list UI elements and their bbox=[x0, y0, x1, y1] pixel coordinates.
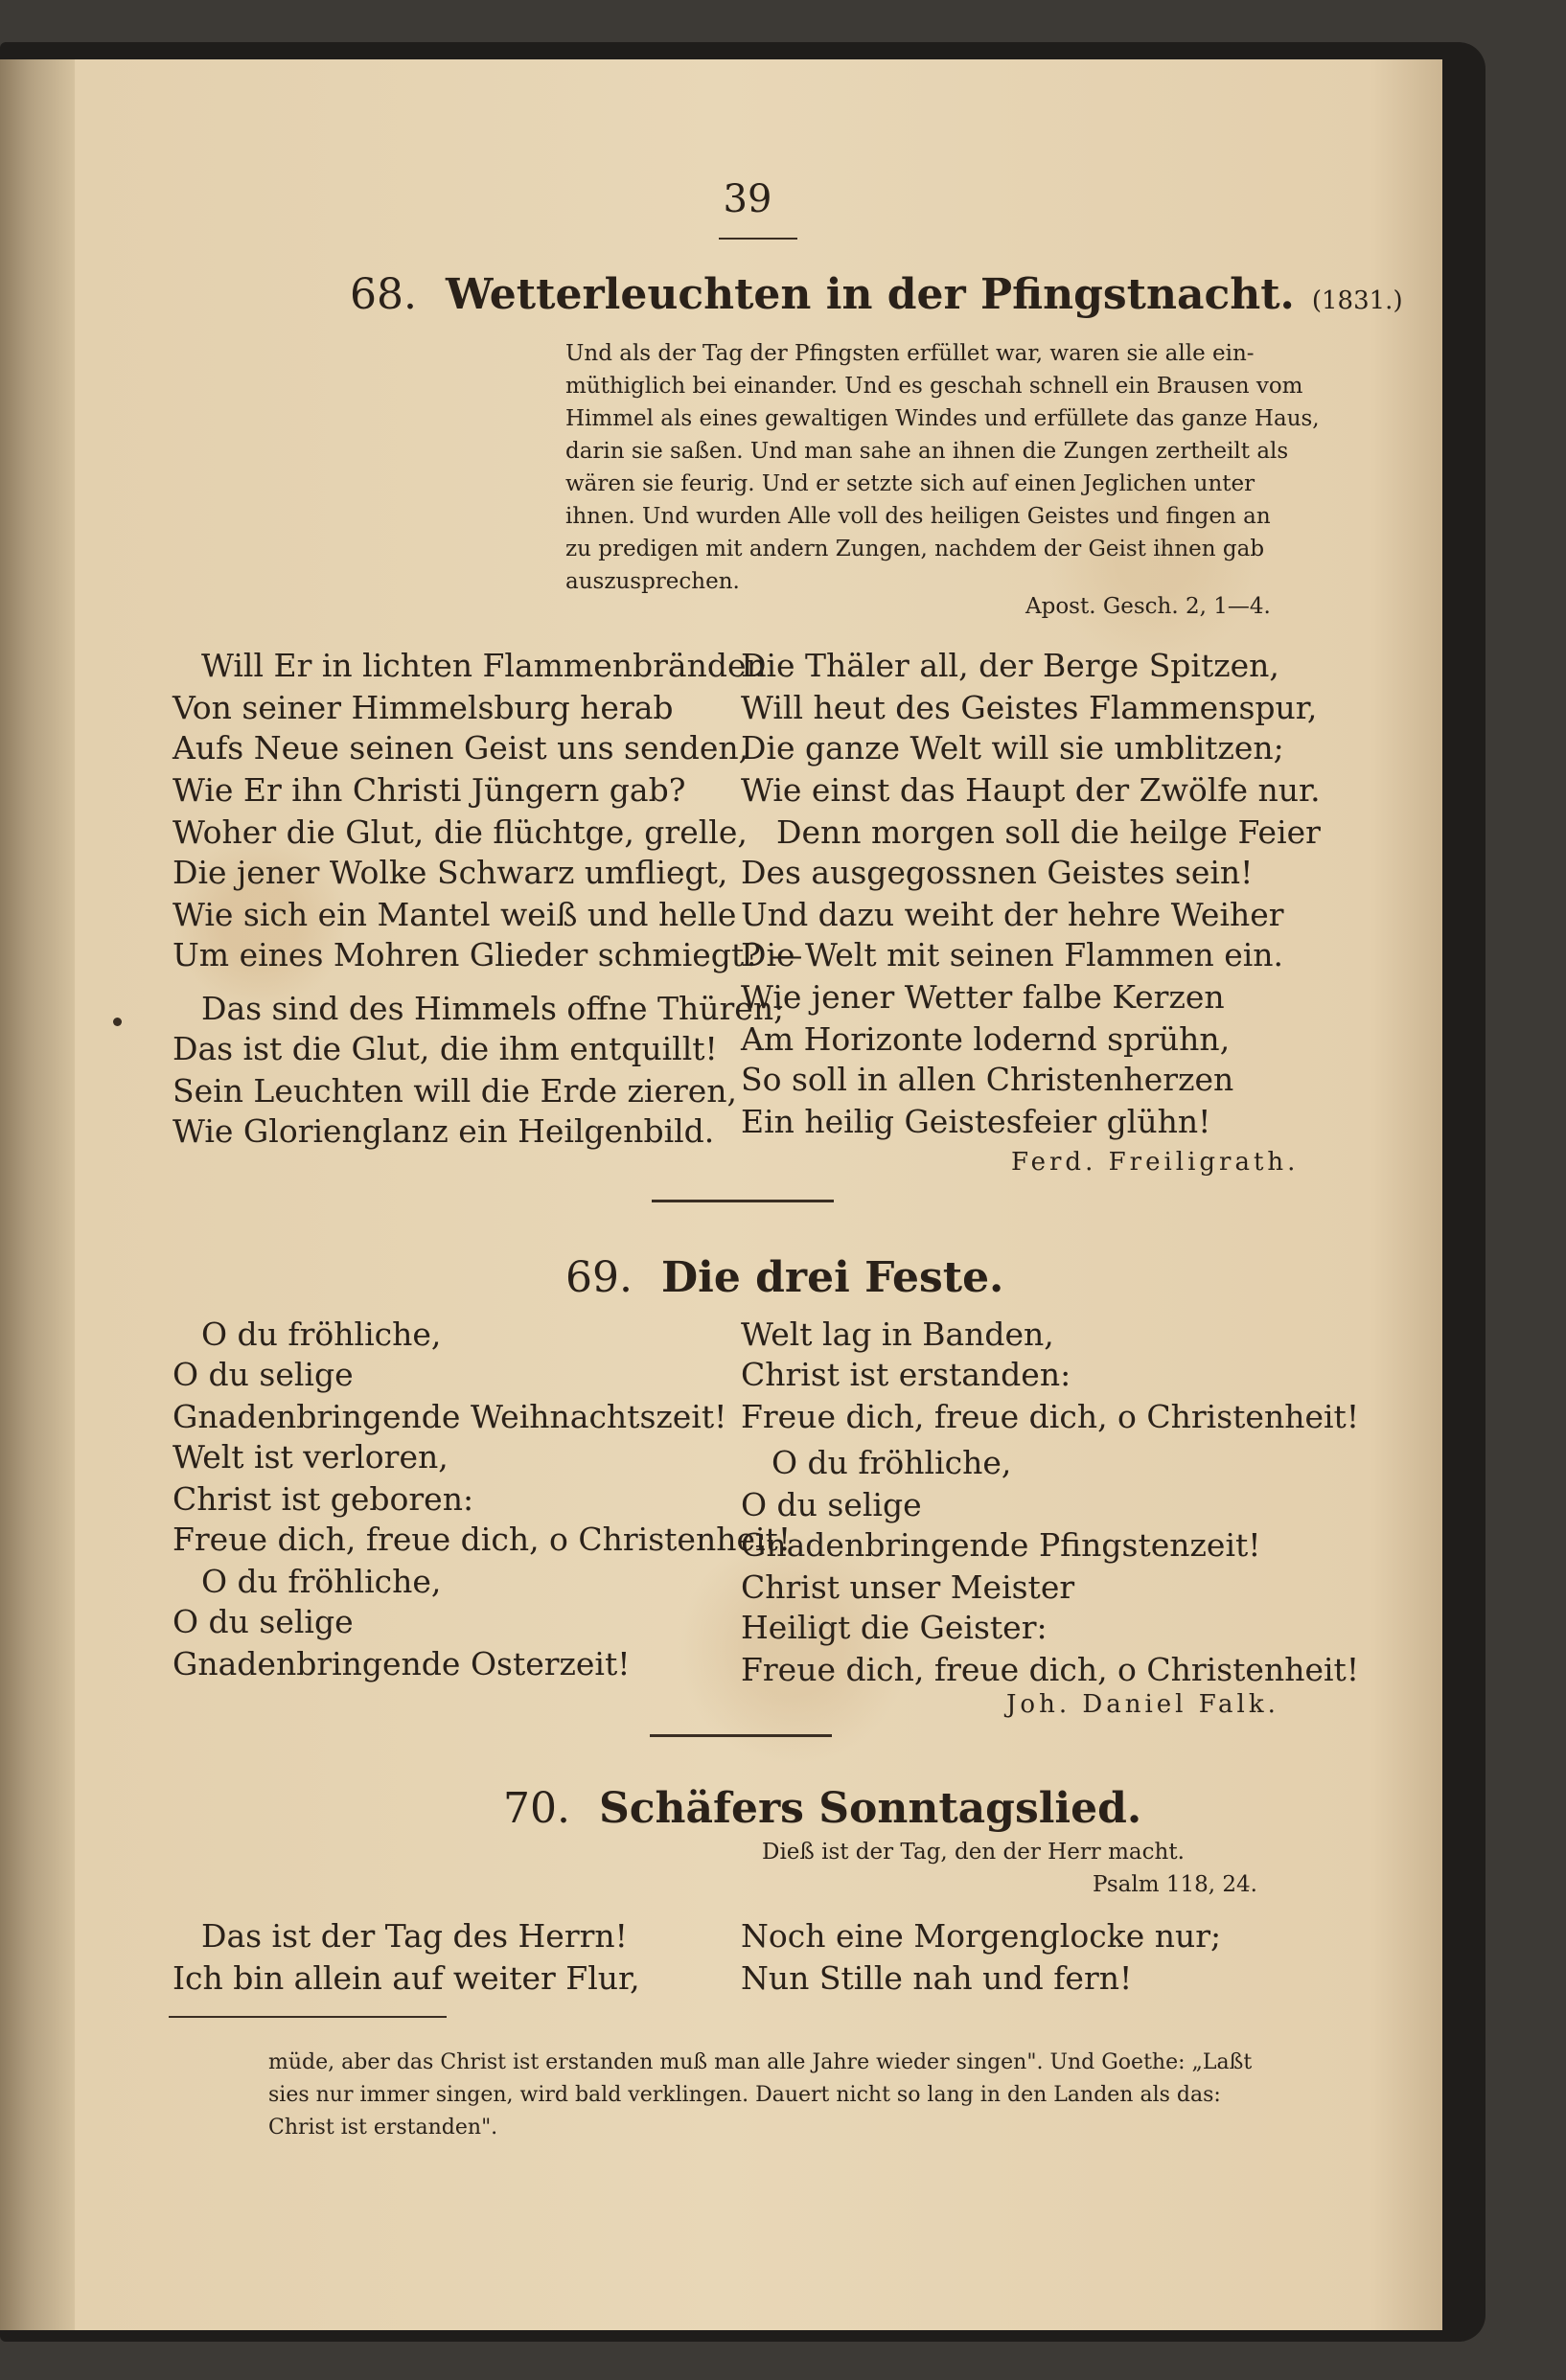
poem-69-title: Die drei Feste. bbox=[660, 1253, 1004, 1302]
verse-line: Die Welt mit seinen Flammen ein. bbox=[741, 936, 1284, 973]
verse-line: Freue dich, freue dich, o Christenheit! bbox=[741, 1398, 1360, 1435]
poem-69-author: Joh. Daniel Falk. bbox=[1006, 1690, 1279, 1719]
poem-69-heading bbox=[565, 1253, 1004, 1302]
verse-line: Die jener Wolke Schwarz umfliegt, bbox=[173, 854, 728, 891]
section-rule bbox=[650, 1734, 832, 1737]
motto-line: darin sie saßen. Und man sahe an ihnen die Zungen zertheilt als bbox=[565, 439, 1289, 464]
poem-69-number: 69. bbox=[565, 1253, 633, 1302]
verse-line: Noch eine Morgenglocke nur; bbox=[741, 1917, 1222, 1955]
verse-line: Ich bin allein auf weiter Flur, bbox=[173, 1959, 640, 1997]
verse-line: Von seiner Himmelsburg herab bbox=[173, 689, 674, 726]
verse-line: Des ausgegossnen Geistes sein! bbox=[741, 854, 1254, 891]
verse-line: Wie Glorienglanz ein Heilgenbild. bbox=[173, 1112, 715, 1150]
verse-line: Gnadenbringende Weihnachtszeit! bbox=[173, 1398, 727, 1435]
verse-line: Welt ist verloren, bbox=[173, 1438, 449, 1476]
verse-line: Welt lag in Banden, bbox=[741, 1316, 1054, 1353]
verse-line: Das sind des Himmels offne Thüren; bbox=[201, 990, 785, 1027]
poem-68-title: Wetterleuchten in der Pfingstnacht. bbox=[445, 270, 1295, 319]
verse-line: Freue dich, freue dich, o Christenheit! bbox=[741, 1651, 1360, 1688]
poem-68-year: (1831.) bbox=[1311, 286, 1403, 315]
verse-line: Die Thäler all, der Berge Spitzen, bbox=[741, 647, 1279, 684]
footnote-rule bbox=[169, 2016, 447, 2018]
footnote-line: sies nur immer singen, wird bald verklingen. Dauert nicht so lang in den Landen als das: bbox=[268, 2083, 1221, 2107]
page-number-rule bbox=[719, 238, 797, 240]
verse-line: Wie jener Wetter falbe Kerzen bbox=[741, 978, 1225, 1016]
page-number: 39 bbox=[723, 177, 772, 221]
verse-line: Gnadenbringende Pfingstenzeit! bbox=[741, 1526, 1261, 1564]
verse-line: Ein heilig Geistesfeier glühn! bbox=[741, 1103, 1211, 1140]
verse-line: Will heut des Geistes Flammenspur, bbox=[741, 689, 1318, 726]
verse-line: Wie sich ein Mantel weiß und helle bbox=[173, 896, 737, 933]
margin-mark bbox=[113, 1018, 122, 1026]
verse-line: Sein Leuchten will die Erde zieren, bbox=[173, 1072, 738, 1110]
motto-line: zu predigen mit andern Zungen, nachdem der Geist ihnen gab bbox=[565, 537, 1265, 561]
poem-70-title: Schäfers Sonntagslied. bbox=[598, 1784, 1142, 1833]
motto-line: Und als der Tag der Pfingsten erfüllet war, waren sie alle ein- bbox=[565, 341, 1255, 366]
page-gutter bbox=[0, 59, 75, 2330]
verse-line: Freue dich, freue dich, o Christenheit! bbox=[173, 1521, 792, 1558]
poem-70-motto: Dieß ist der Tag, den der Herr macht. bbox=[762, 1840, 1185, 1865]
verse-line: Das ist der Tag des Herrn! bbox=[201, 1917, 628, 1955]
motto-line: auszusprechen. bbox=[565, 569, 740, 594]
verse-line: O du fröhliche, bbox=[201, 1316, 442, 1353]
verse-line: Christ ist geboren: bbox=[173, 1480, 474, 1518]
footnote-line: Christ ist erstanden". bbox=[268, 2116, 498, 2140]
verse-line: Die ganze Welt will sie umblitzen; bbox=[741, 729, 1284, 767]
verse-line: Christ ist erstanden: bbox=[741, 1356, 1071, 1393]
verse-line: O du selige bbox=[173, 1603, 354, 1640]
verse-line: Denn morgen soll die heilge Feier bbox=[776, 813, 1321, 851]
poem-68-number: 68. bbox=[350, 270, 417, 319]
motto-line: müthiglich bei einander. Und es geschah schnell ein Brausen vom bbox=[565, 374, 1303, 399]
verse-line: O du selige bbox=[173, 1356, 354, 1393]
verse-line: Will Er in lichten Flammenbränden bbox=[201, 647, 767, 684]
verse-line: O du selige bbox=[741, 1486, 922, 1523]
verse-line: O du fröhliche, bbox=[771, 1444, 1012, 1481]
poem-68-author: Ferd. Freiligrath. bbox=[1011, 1148, 1300, 1177]
verse-line: Wie einst das Haupt der Zwölfe nur. bbox=[741, 771, 1321, 809]
section-rule bbox=[652, 1200, 834, 1202]
verse-line: Heiligt die Geister: bbox=[741, 1609, 1048, 1646]
verse-line: Nun Stille nah und fern! bbox=[741, 1959, 1133, 1997]
motto-line: ihnen. Und wurden Alle voll des heiligen Geistes und fingen an bbox=[565, 504, 1271, 529]
verse-line: Aufs Neue seinen Geist uns senden, bbox=[173, 729, 749, 767]
verse-line: Wie Er ihn Christi Jüngern gab? bbox=[173, 771, 686, 809]
verse-line: Christ unser Meister bbox=[741, 1568, 1075, 1606]
motto-line: Himmel als eines gewaltigen Windes und erfüllete das ganze Haus, bbox=[565, 406, 1320, 431]
verse-line: Woher die Glut, die flüchtge, grelle, bbox=[173, 813, 748, 851]
verse-line: So soll in allen Christenherzen bbox=[741, 1061, 1234, 1098]
verse-line: O du fröhliche, bbox=[201, 1563, 442, 1600]
verse-line: Und dazu weiht der hehre Weiher bbox=[741, 896, 1284, 933]
verse-line: Gnadenbringende Osterzeit! bbox=[173, 1645, 631, 1682]
motto-line: wären sie feurig. Und er setzte sich auf einen Jeglichen unter bbox=[565, 471, 1255, 496]
poem-68-motto-source: Apost. Gesch. 2, 1—4. bbox=[1025, 594, 1271, 619]
poem-68-heading bbox=[350, 270, 1403, 319]
footnote-line: müde, aber das Christ ist erstanden muß man alle Jahre wieder singen". Und Goethe: „Laßt bbox=[268, 2050, 1253, 2074]
verse-line: Am Horizonte lodernd sprühn, bbox=[741, 1020, 1231, 1058]
poem-70-number: 70. bbox=[503, 1784, 570, 1833]
verse-line: Das ist die Glut, die ihm entquillt! bbox=[173, 1030, 718, 1067]
poem-70-heading bbox=[503, 1784, 1142, 1833]
poem-70-motto-source: Psalm 118, 24. bbox=[1093, 1872, 1257, 1897]
verse-line: Um eines Mohren Glieder schmiegt? — bbox=[173, 936, 803, 973]
